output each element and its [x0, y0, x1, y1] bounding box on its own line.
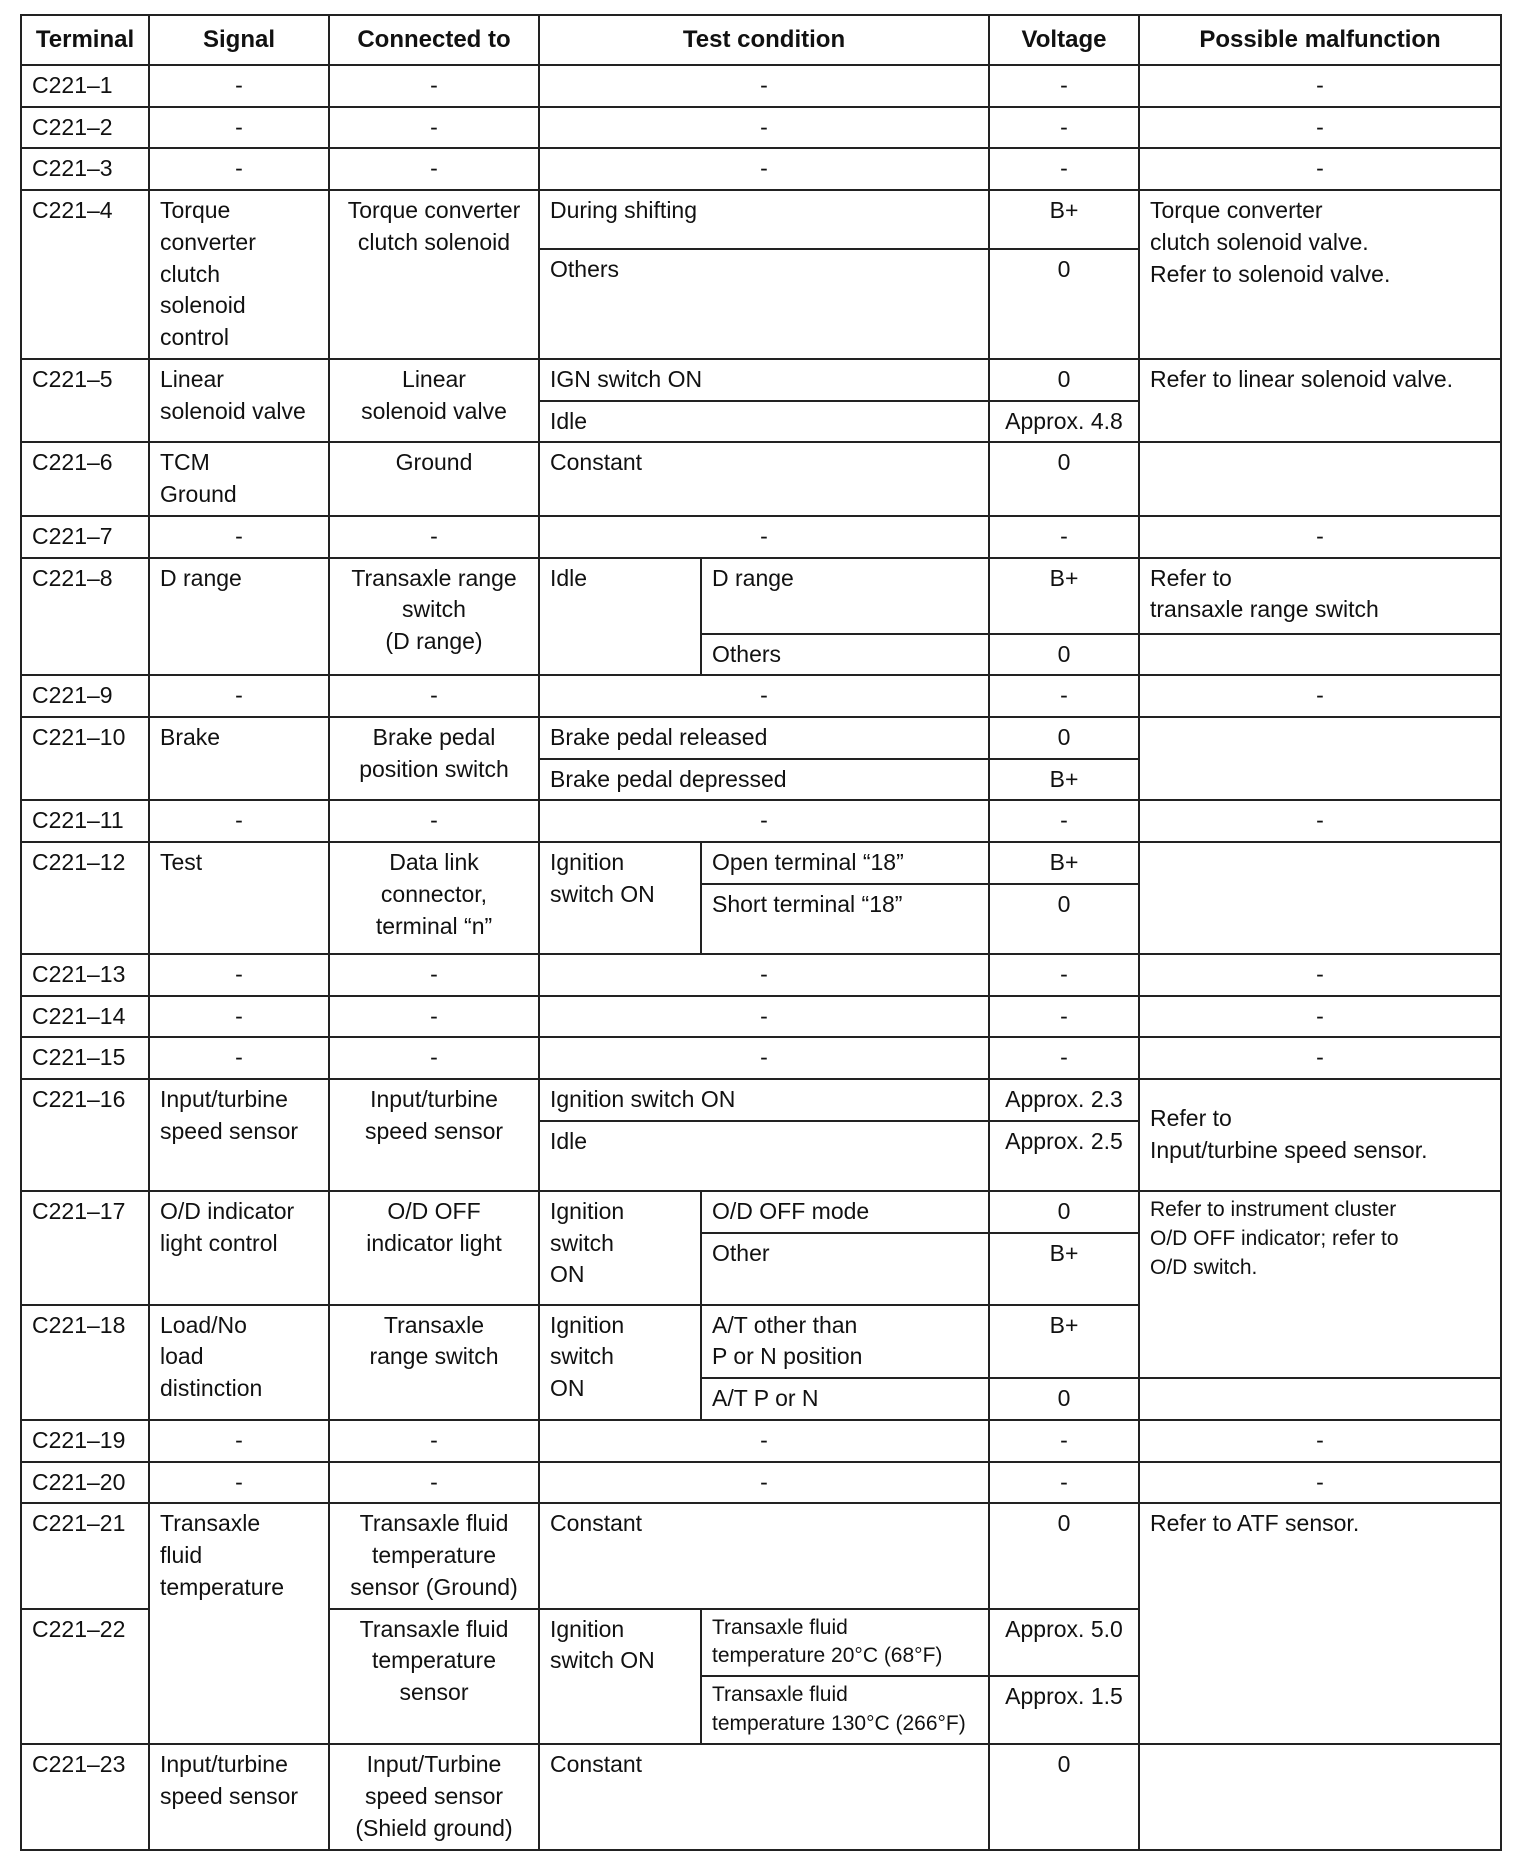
connected-cell: O/D OFF indicator light [329, 1191, 539, 1305]
condition-cell: - [539, 1037, 989, 1079]
signal-cell: - [149, 1420, 329, 1462]
condition-main-cell: Ignition switch ON [539, 1609, 701, 1745]
connected-cell: Torque converter clutch solenoid [329, 190, 539, 359]
signal-cell: Input/turbine speed sensor [149, 1079, 329, 1191]
malfunction-cell: - [1139, 516, 1501, 558]
malfunction-cell: - [1139, 65, 1501, 107]
signal-cell: - [149, 996, 329, 1038]
malfunction-cell [1139, 442, 1501, 515]
terminal-cell: C221–6 [21, 442, 149, 515]
table-row [21, 675, 1501, 717]
terminal-cell: C221–19 [21, 1420, 149, 1462]
voltage-cell: 0 [989, 717, 1139, 759]
signal-cell: D range [149, 558, 329, 676]
connected-cell: Input/turbine speed sensor [329, 1079, 539, 1191]
connected-cell: Brake pedal position switch [329, 717, 539, 800]
connected-cell: - [329, 1462, 539, 1504]
connected-cell: - [329, 1420, 539, 1462]
voltage-cell: 0 [989, 249, 1139, 359]
terminal-cell: C221–16 [21, 1079, 149, 1191]
malfunction-cell [1139, 634, 1501, 676]
table-row [21, 1079, 1501, 1121]
signal-cell: Test [149, 842, 329, 954]
table-row [21, 996, 1501, 1038]
voltage-cell: 0 [989, 1378, 1139, 1420]
condition-sub-cell: O/D OFF mode [701, 1191, 989, 1233]
malfunction-cell: Torque converter clutch solenoid valve. Refer to solenoid valve. [1139, 190, 1501, 359]
malfunction-cell [1139, 717, 1501, 800]
terminal-cell: C221–4 [21, 190, 149, 359]
connected-cell: Transaxle range switch [329, 1305, 539, 1420]
signal-cell: - [149, 1462, 329, 1504]
condition-sub-cell: Transaxle fluid temperature 20°C (68°F) [701, 1609, 989, 1677]
table-row [21, 558, 1501, 634]
table-row [21, 1503, 1501, 1608]
connected-cell: - [329, 954, 539, 996]
malfunction-cell: - [1139, 107, 1501, 149]
signal-cell: - [149, 107, 329, 149]
connected-cell: Linear solenoid valve [329, 359, 539, 442]
malfunction-cell [1139, 842, 1501, 954]
table-row [21, 516, 1501, 558]
terminal-cell: C221–22 [21, 1609, 149, 1745]
terminal-cell: C221–12 [21, 842, 149, 954]
malfunction-cell: - [1139, 675, 1501, 717]
malfunction-cell [1139, 1378, 1501, 1420]
signal-cell: - [149, 800, 329, 842]
voltage-cell: Approx. 4.8 [989, 401, 1139, 443]
terminal-cell: C221–20 [21, 1462, 149, 1504]
voltage-cell: - [989, 675, 1139, 717]
malfunction-cell [1139, 1744, 1501, 1849]
signal-cell: Load/No load distinction [149, 1305, 329, 1420]
malfunction-cell: Refer to instrument cluster O/D OFF indicator; refer to O/D switch. [1139, 1191, 1501, 1378]
terminal-cell: C221–15 [21, 1037, 149, 1079]
voltage-cell: Approx. 1.5 [989, 1676, 1139, 1744]
connected-cell: - [329, 107, 539, 149]
malfunction-cell: - [1139, 1462, 1501, 1504]
condition-cell: Constant [539, 1503, 989, 1608]
connected-cell: - [329, 516, 539, 558]
condition-main-cell: Ignition switch ON [539, 842, 701, 954]
condition-cell: Constant [539, 1744, 989, 1849]
connected-cell: Ground [329, 442, 539, 515]
malfunction-cell: Refer to linear solenoid valve. [1139, 359, 1501, 442]
header-signal: Signal [149, 15, 329, 65]
table-row [21, 1037, 1501, 1079]
header-test-condition: Test condition [539, 15, 989, 65]
condition-cell: Constant [539, 442, 989, 515]
connected-cell: - [329, 800, 539, 842]
table-row [21, 442, 1501, 515]
signal-cell: Input/turbine speed sensor [149, 1744, 329, 1849]
voltage-cell: B+ [989, 190, 1139, 249]
condition-sub-cell: Others [701, 634, 989, 676]
condition-cell: - [539, 148, 989, 190]
terminal-cell: C221–7 [21, 516, 149, 558]
terminal-cell: C221–3 [21, 148, 149, 190]
malfunction-cell: - [1139, 148, 1501, 190]
condition-main-cell: Idle [539, 558, 701, 676]
table-row [21, 1744, 1501, 1849]
signal-cell: Torque converter clutch solenoid control [149, 190, 329, 359]
header-row [21, 15, 1501, 65]
table-row [21, 65, 1501, 107]
malfunction-cell: Refer to Input/turbine speed sensor. [1139, 1079, 1501, 1191]
terminal-cell: C221–18 [21, 1305, 149, 1420]
condition-cell: Brake pedal depressed [539, 759, 989, 801]
malfunction-cell: Refer to ATF sensor. [1139, 1503, 1501, 1744]
terminal-cell: C221–1 [21, 65, 149, 107]
header-terminal: Terminal [21, 15, 149, 65]
connected-cell: - [329, 65, 539, 107]
condition-cell: Idle [539, 401, 989, 443]
voltage-cell: Approx. 2.3 [989, 1079, 1139, 1121]
connected-cell: Data link connector, terminal “n” [329, 842, 539, 954]
table-row [21, 148, 1501, 190]
signal-cell: - [149, 675, 329, 717]
header-voltage: Voltage [989, 15, 1139, 65]
condition-sub-cell: A/T P or N [701, 1378, 989, 1420]
voltage-cell: B+ [989, 842, 1139, 884]
voltage-cell: Approx. 5.0 [989, 1609, 1139, 1677]
connected-cell: - [329, 996, 539, 1038]
table-row [21, 1191, 1501, 1233]
connected-cell: Transaxle range switch (D range) [329, 558, 539, 676]
connected-cell: Transaxle fluid temperature sensor (Ground) [329, 1503, 539, 1608]
connected-cell: Input/Turbine speed sensor (Shield ground) [329, 1744, 539, 1849]
terminal-cell: C221–2 [21, 107, 149, 149]
voltage-cell: B+ [989, 558, 1139, 634]
table-row [21, 1462, 1501, 1504]
voltage-cell: - [989, 996, 1139, 1038]
voltage-cell: 0 [989, 1503, 1139, 1608]
condition-cell: Others [539, 249, 989, 359]
condition-main-cell: Ignition switch ON [539, 1191, 701, 1305]
malfunction-cell: - [1139, 1037, 1501, 1079]
terminal-cell: C221–23 [21, 1744, 149, 1849]
voltage-cell: 0 [989, 634, 1139, 676]
condition-sub-cell: Short terminal “18” [701, 884, 989, 954]
terminal-cell: C221–5 [21, 359, 149, 442]
signal-cell: - [149, 954, 329, 996]
table-row [21, 359, 1501, 401]
signal-cell: Transaxle fluid temperature [149, 1503, 329, 1744]
condition-cell: - [539, 996, 989, 1038]
connected-cell: Transaxle fluid temperature sensor [329, 1609, 539, 1745]
malfunction-cell: Refer to transaxle range switch [1139, 558, 1501, 634]
terminal-table-page [20, 14, 1500, 1851]
terminal-cell: C221–13 [21, 954, 149, 996]
terminal-cell: C221–10 [21, 717, 149, 800]
terminal-voltage-table [20, 14, 1502, 1851]
condition-sub-cell: A/T other than P or N position [701, 1305, 989, 1378]
voltage-cell: - [989, 1037, 1139, 1079]
condition-main-cell: Ignition switch ON [539, 1305, 701, 1420]
voltage-cell: 0 [989, 1191, 1139, 1233]
connected-cell: - [329, 675, 539, 717]
table-row [21, 800, 1501, 842]
voltage-cell: B+ [989, 1305, 1139, 1378]
signal-cell: - [149, 1037, 329, 1079]
connected-cell: - [329, 148, 539, 190]
condition-sub-cell: Open terminal “18” [701, 842, 989, 884]
signal-cell: - [149, 148, 329, 190]
terminal-cell: C221–21 [21, 1503, 149, 1608]
header-possible-malfunction: Possible malfunction [1139, 15, 1501, 65]
signal-cell: TCM Ground [149, 442, 329, 515]
terminal-cell: C221–17 [21, 1191, 149, 1305]
condition-cell: - [539, 1420, 989, 1462]
voltage-cell: 0 [989, 359, 1139, 401]
condition-cell: - [539, 65, 989, 107]
voltage-cell: 0 [989, 1744, 1139, 1849]
voltage-cell: - [989, 800, 1139, 842]
condition-cell: - [539, 516, 989, 558]
condition-cell: - [539, 1462, 989, 1504]
malfunction-cell: - [1139, 996, 1501, 1038]
voltage-cell: Approx. 2.5 [989, 1121, 1139, 1191]
voltage-cell: - [989, 107, 1139, 149]
signal-cell: Brake [149, 717, 329, 800]
table-row [21, 190, 1501, 249]
malfunction-cell: - [1139, 954, 1501, 996]
condition-sub-cell: Transaxle fluid temperature 130°C (266°F) [701, 1676, 989, 1744]
voltage-cell: - [989, 954, 1139, 996]
terminal-cell: C221–9 [21, 675, 149, 717]
voltage-cell: - [989, 516, 1139, 558]
condition-cell: Brake pedal released [539, 717, 989, 759]
terminal-cell: C221–14 [21, 996, 149, 1038]
table-row [21, 1420, 1501, 1462]
malfunction-cell: - [1139, 1420, 1501, 1462]
condition-cell: During shifting [539, 190, 989, 249]
condition-sub-cell: Other [701, 1233, 989, 1305]
condition-cell: IGN switch ON [539, 359, 989, 401]
malfunction-cell: - [1139, 800, 1501, 842]
voltage-cell: 0 [989, 442, 1139, 515]
condition-cell: - [539, 107, 989, 149]
voltage-cell: - [989, 65, 1139, 107]
voltage-cell: - [989, 148, 1139, 190]
signal-cell: Linear solenoid valve [149, 359, 329, 442]
table-row [21, 717, 1501, 759]
voltage-cell: 0 [989, 884, 1139, 954]
voltage-cell: B+ [989, 1233, 1139, 1305]
table-row [21, 107, 1501, 149]
signal-cell: - [149, 65, 329, 107]
connected-cell: - [329, 1037, 539, 1079]
signal-cell: O/D indicator light control [149, 1191, 329, 1305]
header-connected-to: Connected to [329, 15, 539, 65]
condition-sub-cell: D range [701, 558, 989, 634]
condition-cell: Idle [539, 1121, 989, 1191]
voltage-cell: B+ [989, 759, 1139, 801]
voltage-cell: - [989, 1462, 1139, 1504]
table-row [21, 954, 1501, 996]
terminal-cell: C221–8 [21, 558, 149, 676]
condition-cell: Ignition switch ON [539, 1079, 989, 1121]
terminal-cell: C221–11 [21, 800, 149, 842]
condition-cell: - [539, 954, 989, 996]
table-row [21, 842, 1501, 884]
condition-cell: - [539, 800, 989, 842]
condition-cell: - [539, 675, 989, 717]
voltage-cell: - [989, 1420, 1139, 1462]
signal-cell: - [149, 516, 329, 558]
